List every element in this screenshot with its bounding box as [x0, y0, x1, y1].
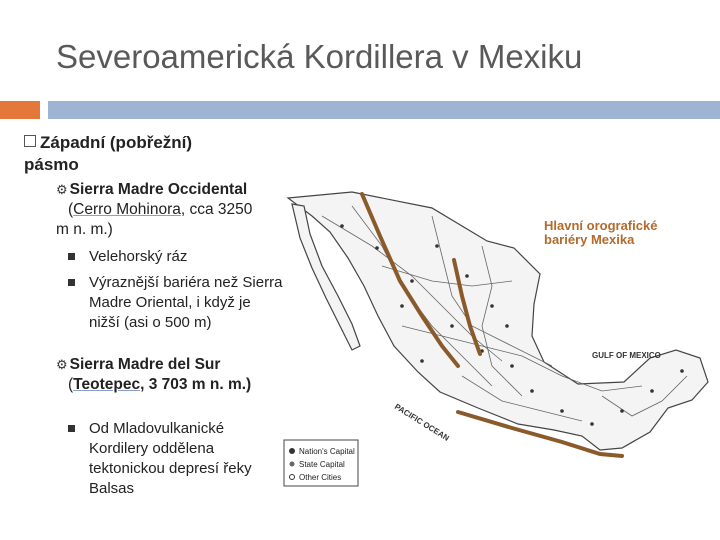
bullet-sierra-madre-occidental: [56, 180, 268, 240]
other-cities-icon: [290, 475, 295, 480]
map-caption-line2: bariéry Mexika: [544, 232, 635, 247]
square-bullet-icon: [68, 279, 75, 286]
accent-bar-orange: [0, 101, 40, 119]
checkbox-bullet-icon: [24, 135, 36, 147]
sub-bullet-barrier: [68, 273, 285, 333]
detail-open: (: [68, 376, 74, 393]
pacific-ocean-label: PACIFIC OCEAN: [392, 402, 451, 443]
gear-bullet-icon: ⚙: [56, 357, 68, 372]
range-name: Sierra Madre del Sur: [69, 356, 221, 373]
bullet-sierra-madre-del-sur: [56, 355, 268, 395]
sub-bullet-text: Od Mladovulkanické Kordilery oddělena tektonickou depresí řeky Balsas: [89, 420, 252, 497]
nations-capital-icon: [289, 448, 295, 454]
sub-bullet-balsas: [68, 419, 285, 499]
gear-bullet-icon: ⚙: [56, 182, 68, 197]
legend-nations-capital: Nation's Capital: [299, 447, 355, 456]
bullet-text: Západní (pobřežní) pásmo: [24, 133, 193, 174]
sub-bullet-text: Výraznější bariéra než Sierra Madre Oriental, i když je nižší (asi o 500 m): [89, 274, 283, 331]
range-name: Sierra Madre Occidental: [69, 181, 248, 198]
cerro-mohinora-link[interactable]: Cerro Mohinora: [73, 201, 181, 218]
teotepec-link[interactable]: Teotepec: [73, 376, 141, 393]
slide-title: Severoamerická Kordillera v Mexiku: [56, 38, 583, 75]
detail-close: , cca 3250 m n. m.): [56, 201, 253, 238]
state-capital-icon: [290, 462, 295, 467]
detail-close: , 3 703 m n. m.): [140, 376, 252, 393]
sub-bullet-text: Velehorský ráz: [89, 248, 188, 265]
accent-bar-blue: [48, 101, 720, 119]
map-caption-line1: Hlavní orografické: [544, 218, 658, 233]
legend-state-capital: State Capital: [299, 460, 345, 469]
legend-other-cities: Other Cities: [299, 473, 342, 482]
bullet-level1-western-belt: [24, 132, 244, 176]
mexico-map: [282, 186, 720, 496]
square-bullet-icon: [68, 425, 75, 432]
square-bullet-icon: [68, 253, 75, 260]
detail-open: (: [68, 201, 74, 218]
map-legend: [284, 440, 358, 486]
sub-bullet-velehorsky: [68, 247, 285, 267]
gulf-of-mexico-label: GULF OF MEXICO: [592, 351, 661, 360]
